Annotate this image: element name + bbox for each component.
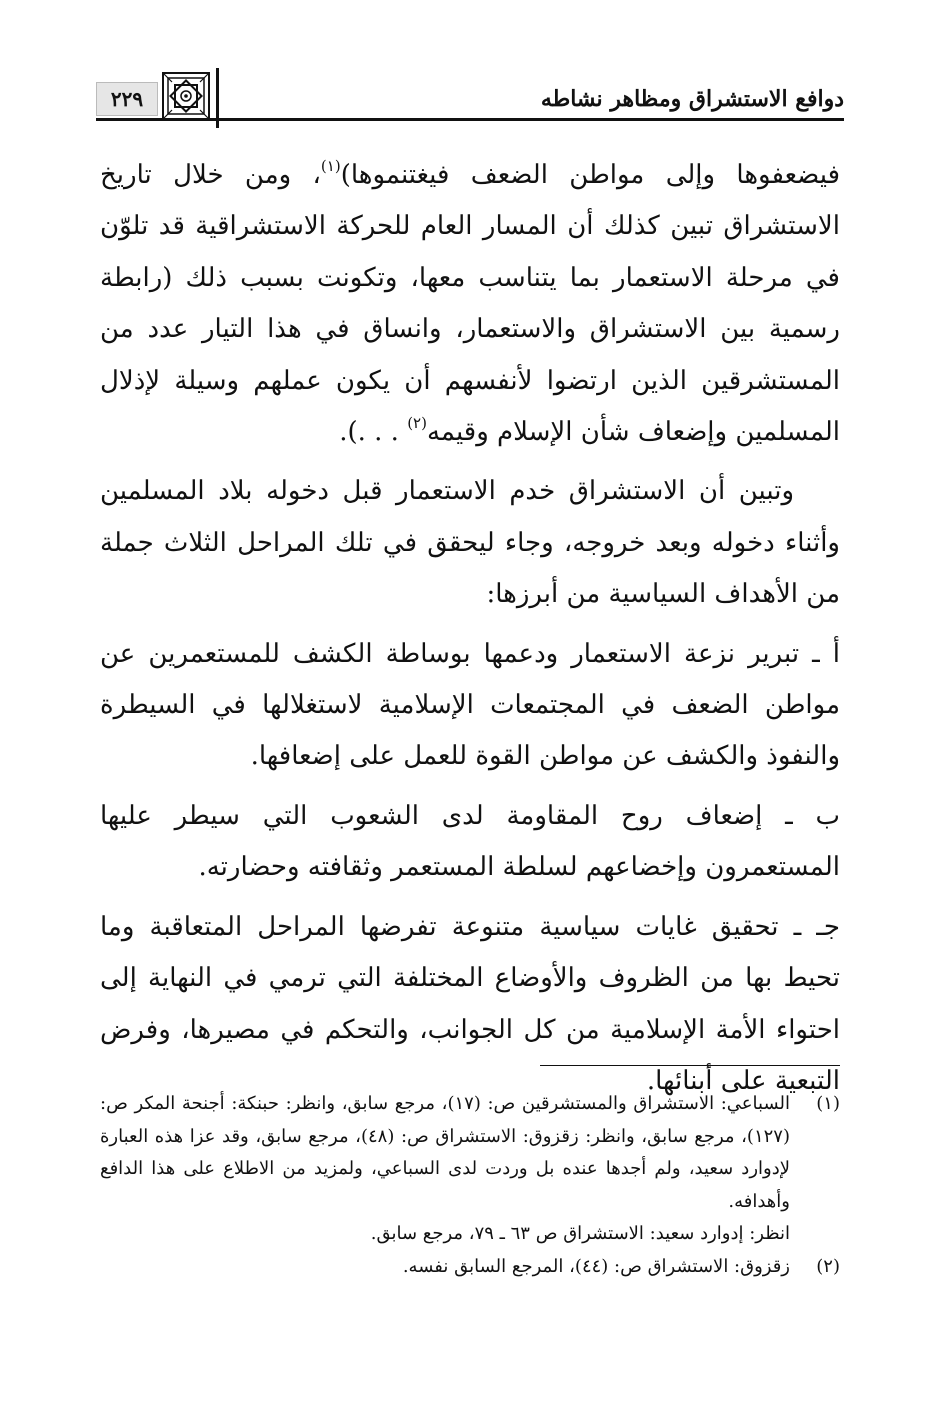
paragraph-2: وتبين أن الاستشراق خدم الاستعمار قبل دخوله بلاد المسلمين وأثناء دخوله وبعد خروجه، وجاء ليحقق في تلك المراحل الثلاث جملة من الأهداف السياسية من أبرزها: [100,476,840,610]
footnotes [100,1088,840,1283]
star-ornament-icon [162,72,210,120]
page-header [96,58,844,122]
footnote-number: (١) [816,1093,840,1114]
page-number: ٢٢٩ [96,82,158,116]
footnote-1 [100,1088,840,1251]
running-title: دوافع الاستشراق ومظاهر نشاطه [540,86,844,112]
paragraph-item-b: ب ـ إضعاف روح المقاومة لدى الشعوب التي سيطر عليها المستعمرون وإخضاعهم لسلطة المستعمر وثقافته وحضارته. [100,800,840,883]
footnote-ref-1[interactable]: (١) [320,157,341,175]
main-text [100,150,840,1107]
paragraph-1: فيضعفوها وإلى مواطن الضعف فيغتنموها)$^{(١)}$، ومن خلال تاريخ الاستشراق تبين كذلك أن المسار العام للحركة الاستشراقية قد تلوّن في مرحلة الاستعمار بما يتناسب معها، وتكونت بسبب ذلك (رابطة رسمية بين الاستشراق والاستعمار، وانساق في هذا التيار عدد من المستشرقين الذين ارتضوا لأنفسهم أن يكون عملهم وسيلة لإذلال المسلمين وإضعاف شأن الإسلام وقيمه$^{(٢)}$ . . .). [100,157,841,448]
footnote-text: زقزوق: الاستشراق ص: (٤٤)، المرجع السابق نفسه. [402,1255,790,1277]
paragraph-item-a: أ ـ تبرير نزعة الاستعمار ودعمها بوساطة الكشف للمستعمرين عن مواطن الضعف في المجتمعات الإسلامية لاستغلالها في السيطرة والنفوذ والكشف عن مواطن القوة للعمل على إضعافها. [100,638,840,772]
footnote-text-extra: انظر: إدوارد سعيد: الاستشراق ص ٦٣ ـ ٧٩، مرجع سابق. [370,1223,790,1244]
footnote-2 [100,1251,840,1284]
footnote-ref-2[interactable]: (٢) [407,414,427,433]
header-rule [96,118,844,121]
folio [96,68,228,116]
footnote-number: (٢) [816,1255,840,1277]
paragraph-item-c: جـ ـ تحقيق غايات سياسية متنوعة تفرضها المراحل المتعاقبة وما تحيط بها من الظروف والأوضاع المختلفة التي ترمي في النهاية إلى احتواء الأمة الإسلامية من كل الجوانب، والتحكم في مصيرها، وفرض التبعية على أبنائها. [100,911,840,1096]
footnote-separator [540,1065,840,1066]
footnote-text: السباعي: الاستشراق والمستشرقين ص: (١٧)، مرجع سابق، وانظر: حبنكة: أجنحة المكر ص: (١٢٧)، مرجع سابق، وانظر: زقزوق: الاستشراق ص: (٤٨)، مرجع سابق، وقد عزا هذه العبارة لإدوارد سعيد، ولم أجدها عنده بل وردت لدى السباعي، ولمزيد من الاطلاع على هذا الدافع وأهدافه. [100,1093,791,1212]
